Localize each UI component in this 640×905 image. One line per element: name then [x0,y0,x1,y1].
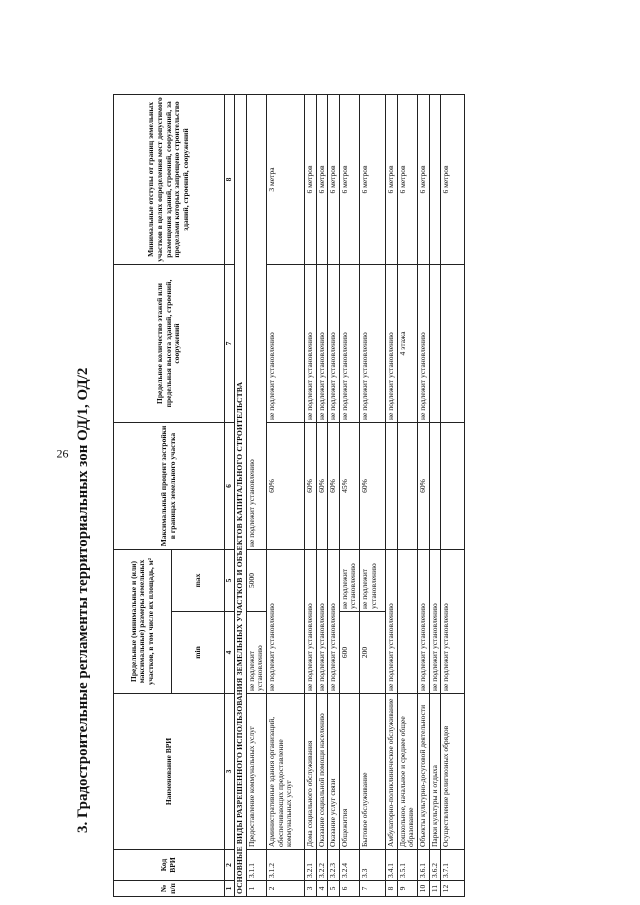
section-row [235,94,247,896]
row-setback: 6 метров [304,94,316,264]
section-title: ОСНОВНЫЕ ВИДЫ РАЗРЕШЕННОГО ИСПОЛЬЗОВАНИЯ ЗЕМЕЛЬНЫХ УЧАСТКОВ И ОБЪЕКТОВ КАПИТАЛЬНОГО СТРОИТЕЛЬСТВА [235,94,247,896]
row-percent: 60% [316,422,328,549]
row-code: 3.2.2 [316,850,328,881]
row-code: 3.1.2 [266,850,304,881]
row-setback: 6 метров [360,94,386,264]
table-row [339,94,359,896]
row-setback: 6 метров [316,94,328,264]
row-percent [441,422,465,549]
table-row [429,94,441,896]
row-code: 3.2.1 [304,850,316,881]
header-area: Предельные (минимальные и (или) максимальные) размеры земельных участков, в том числе их площадь, м² [114,549,172,693]
row-floors [441,264,465,422]
row-code: 3.6.2 [429,850,441,881]
regulations-table [113,94,465,897]
row-setback: 3 метра [266,94,304,264]
row-area: не подлежит установлению [304,549,316,693]
row-min: не подлежит установлению [246,612,266,694]
row-num: 8 [386,881,398,897]
row-area: не подлежит установлению [441,549,465,693]
header-name: Наименование ВРИ [114,694,225,850]
row-area: не подлежит установлению [328,549,340,693]
row-area: не подлежит установлению [266,549,304,693]
col-number: 1 [225,881,235,897]
row-percent: 45% [339,422,359,549]
table-row [266,94,304,896]
row-code: 3.5.1 [397,850,417,881]
row-code: 3.7.1 [441,850,465,881]
row-area: не подлежит установлению [417,549,429,693]
row-code: 3.2.3 [328,850,340,881]
row-percent: не подлежит установлению [246,94,266,549]
row-code: 3.3 [360,850,386,881]
row-floors: не подлежит установлению [266,264,304,422]
row-floors: не подлежит установлению [386,264,398,422]
header-row [114,94,172,896]
row-code: 3.6.1 [417,850,429,881]
row-name: Бытовое обслуживание [360,694,386,850]
row-name: Дошкольное, начальное и среднее общее образование [397,694,417,850]
row-name: Объекты культурно-досуговой деятельности [417,694,429,850]
row-num: 11 [429,881,441,897]
row-name: Парки культуры и отдыха [429,694,441,850]
col-number: 4 [225,612,235,694]
row-num: 4 [316,881,328,897]
row-area [397,549,417,693]
row-floors: не подлежит установлению [328,264,340,422]
row-setback: 6 метров [417,94,429,264]
row-num: 1 [246,881,266,897]
row-num: 10 [417,881,429,897]
page-title: 3. Градостроительные регламенты территориальных зон ОД/1, ОД/2 [75,367,91,833]
header-setback: Минимальные отступы от границ земельных участков в целях определения мест допустимого размещения зданий, строений, сооружений, за пределами которых запрещено строительство зданий, строений, сооружений [114,94,225,264]
header-min: min [172,612,225,694]
row-num: 3 [304,881,316,897]
row-percent: 60% [360,422,386,549]
row-code: 3.1.1 [246,850,266,881]
row-floors: не подлежит установлению [304,264,316,422]
table-row [304,94,316,896]
row-area: не подлежит установлению [429,549,441,693]
row-min: 600 [339,612,359,694]
header-max: max [172,549,225,611]
col-number: 2 [225,850,235,881]
row-max: не подлежит установлению [339,549,359,611]
row-percent: 60% [328,422,340,549]
row-setback: 6 метров [339,94,359,264]
row-name: Административные здания организаций, обеспечивающих предоставление коммунальных услуг [266,694,304,850]
row-num: 2 [266,881,304,897]
row-floors: не подлежит установлению [417,264,429,422]
row-floors: не подлежит установлению [360,264,386,422]
header-floors: Предельное количество этажей или предельная высота зданий, строений, сооружений [114,264,225,422]
row-floors: 4 этажа [397,264,417,422]
row-percent: 60% [304,422,316,549]
row-min: 200 [360,612,386,694]
table-row [386,94,398,896]
header-percent: Максимальный процент застройки в границах земельного участка [114,422,225,549]
col-number: 3 [225,694,235,850]
row-floors: не подлежит установлению [316,264,328,422]
table-row [441,94,465,896]
row-max: не подлежит установлению [360,549,386,611]
row-setback: 6 метров [328,94,340,264]
row-name: Осуществление религиозных обрядов [441,694,465,850]
row-num: 7 [360,881,386,897]
row-max: 5000 [246,549,266,611]
row-floors: не подлежит установлению [339,264,359,422]
row-percent: 60% [266,422,304,549]
column-number-row [225,94,235,896]
row-num: 5 [328,881,340,897]
row-percent [397,422,417,549]
header-num: № п/п [114,881,225,897]
row-percent [386,422,398,549]
row-area: не подлежит установлению [316,549,328,693]
table-row [397,94,417,896]
table-row [417,94,429,896]
row-num: 12 [441,881,465,897]
row-percent [429,422,441,549]
row-setback: 6 метров [441,94,465,264]
row-num: 9 [397,881,417,897]
col-number: 8 [225,94,235,264]
row-code: 3.2.4 [339,850,359,881]
row-setback: 6 метров [397,94,417,264]
page-number: 26 [56,446,69,461]
header-code: Код ВРИ [114,850,225,881]
table-row [328,94,340,896]
row-floors [429,264,441,422]
table-row [246,94,266,896]
row-area: не подлежит установлению [386,549,398,693]
row-name: Предоставление коммунальных услуг [246,694,266,850]
col-number: 6 [225,422,235,549]
row-code: 3.4.1 [386,850,398,881]
col-number: 7 [225,264,235,422]
col-number: 5 [225,549,235,611]
row-num: 6 [339,881,359,897]
row-name: Дома социального обслуживания [304,694,316,850]
table-row [316,94,328,896]
row-name: Оказание социальной помощи населению [316,694,328,850]
table-row [360,94,386,896]
row-percent: 60% [417,422,429,549]
row-name: Общежития [339,694,359,850]
row-setback [429,94,441,264]
row-setback: 6 метров [386,94,398,264]
row-name: Амбулаторно-поликлиническое обслуживание [386,694,398,850]
row-name: Оказание услуг связи [328,694,340,850]
